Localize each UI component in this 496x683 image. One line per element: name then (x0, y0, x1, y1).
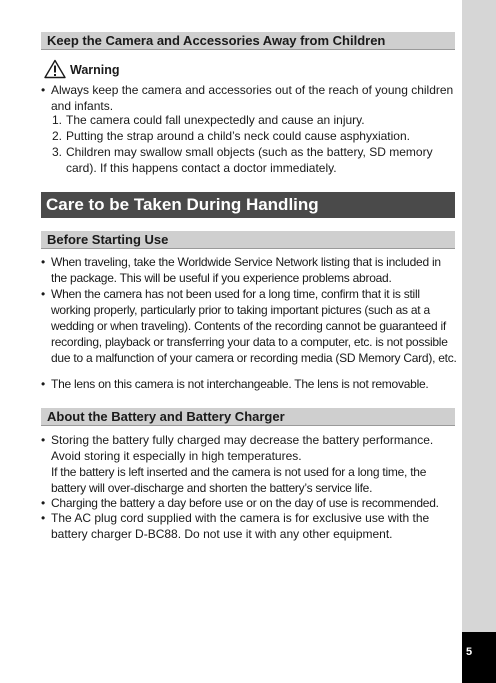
battery-heading: About the Battery and Battery Charger (41, 408, 455, 426)
bullet-text: When traveling, take the Worldwide Service Network listing that is included in the package. This will be useful if you experience problems abroad. (51, 255, 441, 285)
item-number: 1. (52, 113, 63, 127)
warning-label: Warning (70, 63, 120, 77)
bullet-text: When the camera has not been used for a long time, confirm that it is still working properly, particularly prior to taking important pictures (such as at a wedding or when traveling). Contents of the recording cannot be guaranteed if recording, playback or transferring your data to a computer, etc. is not possible due to a malfunction of your camera or recording media (SD Memory Card), etc. (51, 287, 457, 365)
item-number: 2. (52, 129, 63, 143)
bullet-marker: • (41, 255, 46, 269)
page-number-tab (462, 632, 496, 683)
item-text: Children may swallow small objects (such as the battery, SD memory card). If this happens contact a doctor immediately. (66, 145, 433, 175)
item-number: 3. (52, 145, 63, 159)
page-number: 5 (466, 646, 473, 658)
children-section-heading: Keep the Camera and Accessories Away from Children (41, 32, 455, 50)
bullet-marker: • (41, 377, 46, 391)
bullet-text: Charging the battery a day before use or on the day of use is recommended. (51, 496, 439, 510)
list-item (41, 82, 457, 114)
side-tab-strip (462, 0, 496, 683)
bullet-text: Storing the battery fully charged may decrease the battery performance. Avoid storing it especially in high temperatures. (51, 433, 434, 463)
item-text: The camera could fall unexpectedly and cause an injury. (66, 113, 365, 127)
bullet-note-text: If the battery is left inserted and the camera is not used for a long time, the battery will over-discharge and shorten the battery’s service life. (51, 465, 427, 495)
bullet-text: The AC plug cord supplied with the camera is for exclusive use with the battery charger D-BC88. Do not use it with any other equipment. (51, 511, 430, 541)
bullet-marker: • (41, 496, 46, 510)
bullet-marker: • (41, 433, 46, 447)
bullet-text: The lens on this camera is not interchangeable. The lens is not removable. (51, 377, 429, 391)
bullet-marker: • (41, 287, 46, 301)
bullet-marker: • (41, 511, 46, 525)
warning-triangle-icon (44, 59, 66, 79)
item-text: Putting the strap around a child’s neck could cause asphyxiation. (66, 129, 410, 143)
before-use-heading: Before Starting Use (41, 231, 455, 249)
handling-title: Care to be Taken During Handling (41, 192, 455, 218)
bullet-text: Always keep the camera and accessories out of the reach of young children and infants. (51, 83, 454, 113)
bullet-marker: • (41, 83, 46, 97)
